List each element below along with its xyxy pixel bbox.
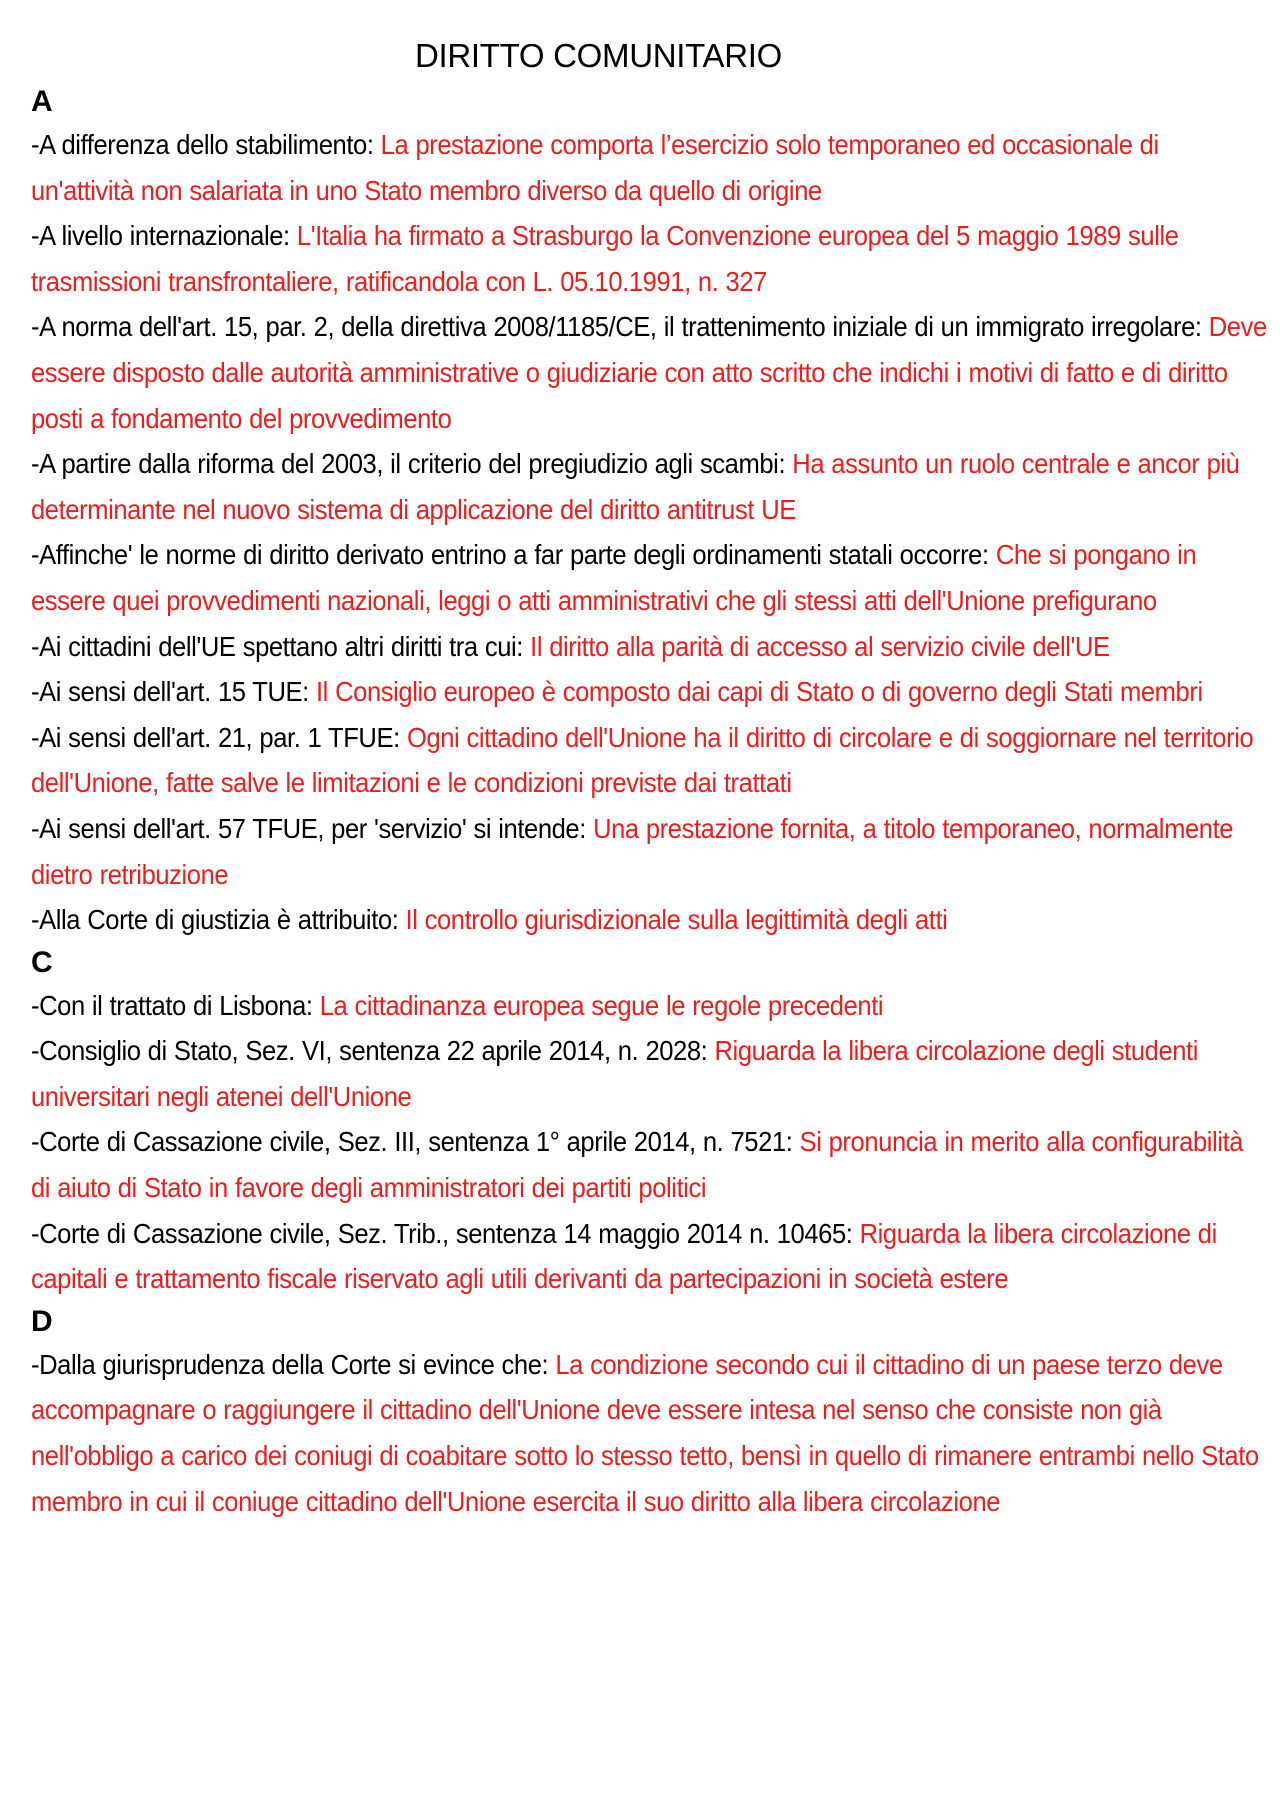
answer-text: Riguarda la libera circolazione degli studenti universitari negli atenei dell'Unione — [31, 1035, 1199, 1112]
qa-entry — [31, 983, 1268, 1029]
question-text: -Consiglio di Stato, Sez. VI, sentenza 22 aprile 2014, n. 2028: — [31, 1035, 715, 1067]
qa-entry — [31, 806, 1268, 897]
question-text: -Ai sensi dell'art. 15 TUE: — [31, 676, 316, 708]
qa-entry — [31, 715, 1268, 806]
answer-text: Ogni cittadino dell'Unione ha il diritto di circolare e di soggiornare nel territorio dell'Unione, fatte salve le limitazioni e le condizioni previste dai trattati — [31, 721, 1254, 799]
question-text: -Affinche' le norme di diritto derivato entrino a far parte degli ordinamenti statali occorre: — [31, 539, 996, 571]
qa-entry — [31, 441, 1268, 532]
question-text: -A livello internazionale: — [31, 220, 297, 252]
qa-entry — [31, 1119, 1268, 1210]
answer-text: La condizione secondo cui il cittadino di un paese terzo deve accompagnare o raggiungere il cittadino dell'Unione deve essere intesa nel senso che consiste non già nell'obbligo a carico dei coniugi di coabitare sotto lo stesso tetto, bensì in quello di rimanere entrambi nello Stato membro in cui il coniuge cittadino dell'Unione esercita il suo diritto alla libera circolazione — [31, 1348, 1259, 1517]
qa-entry — [31, 669, 1268, 715]
qa-entry — [31, 213, 1268, 304]
answer-text: Ha assunto un ruolo centrale e ancor più determinante nel nuovo sistema di applicazione del diritto antitrust UE — [31, 448, 1240, 525]
question-text: -Dalla giurisprudenza della Corte si evince che: — [31, 1348, 556, 1380]
section-letter: A — [31, 85, 53, 118]
section-letter: C — [31, 945, 53, 979]
question-text: -A norma dell'art. 15, par. 2, della direttiva 2008/1185/CE, il trattenimento iniziale di un immigrato irregolare: — [31, 311, 1209, 343]
qa-entry — [31, 1342, 1268, 1524]
answer-text: L'Italia ha firmato a Strasburgo la Convenzione europea del 5 maggio 1989 sulle trasmissioni transfrontaliere, ratificandola con L. 05.10.1991, n. 327 — [31, 220, 1179, 297]
qa-entry — [31, 122, 1268, 213]
question-text: -A partire dalla riforma del 2003, il criterio del pregiudizio agli scambi: — [31, 448, 793, 480]
question-text: -A differenza dello stabilimento: — [31, 129, 381, 160]
answer-text: La prestazione comporta l’esercizio solo temporaneo ed occasionale di un'attività non salariata in uno Stato membro diverso da quello di origine — [31, 129, 1159, 206]
page-title: DIRITTO COMUNITARIO — [414, 37, 783, 74]
qa-entry — [31, 304, 1268, 441]
qa-entry — [31, 1028, 1268, 1119]
answer-text: Deve essere disposto dalle autorità amministrative o giudiziarie con atto scritto che indichi i motivi di fatto e di diritto posti a fondamento del provvedimento — [31, 311, 1267, 434]
document-page — [31, 30, 1266, 1524]
question-text: -Ai cittadini dell'UE spettano altri diritti tra cui: — [31, 630, 531, 662]
question-text: -Ai sensi dell'art. 57 TFUE, per 'servizio' si intende: — [31, 812, 594, 844]
qa-entry — [31, 1211, 1268, 1302]
question-text: -Ai sensi dell'art. 21, par. 1 TFUE: — [31, 721, 407, 753]
answer-text: Che si pongano in essere quei provvedimenti nazionali, leggi o atti amministrativi che gli stessi atti dell'Unione prefigurano — [31, 539, 1197, 616]
section-d — [31, 1302, 1266, 1524]
section-a — [31, 82, 1266, 943]
qa-entry — [31, 624, 1268, 670]
question-text: -Corte di Cassazione civile, Sez. III, sentenza 1° aprile 2014, n. 7521: — [31, 1126, 800, 1158]
question-text: -Corte di Cassazione civile, Sez. Trib., sentenza 14 maggio 2014 n. 10465: — [31, 1217, 860, 1249]
answer-text: Il diritto alla parità di accesso al servizio civile dell'UE — [530, 630, 1110, 662]
answer-text: Il controllo giurisdizionale sulla legittimità degli atti — [405, 904, 948, 936]
answer-text: La cittadinanza europea segue le regole precedenti — [319, 989, 884, 1021]
section-letter: D — [31, 1304, 53, 1338]
qa-entry — [31, 532, 1268, 623]
section-c — [31, 943, 1266, 1302]
answer-text: Si pronuncia in merito alla configurabilità di aiuto di Stato in favore degli amministratori dei partiti politici — [31, 1126, 1244, 1204]
answer-text: Il Consiglio europeo è composto dai capi di Stato o di governo degli Stati membri — [315, 676, 1203, 708]
question-text: -Con il trattato di Lisbona: — [31, 989, 320, 1021]
answer-text: Una prestazione fornita, a titolo temporaneo, normalmente dietro retribuzione — [31, 812, 1234, 890]
qa-entry — [31, 897, 1268, 943]
question-text: -Alla Corte di giustizia è attribuito: — [31, 904, 406, 936]
answer-text: Riguarda la libera circolazione di capitali e trattamento fiscale riservato agli utili derivanti da partecipazioni in società estere — [31, 1217, 1217, 1295]
